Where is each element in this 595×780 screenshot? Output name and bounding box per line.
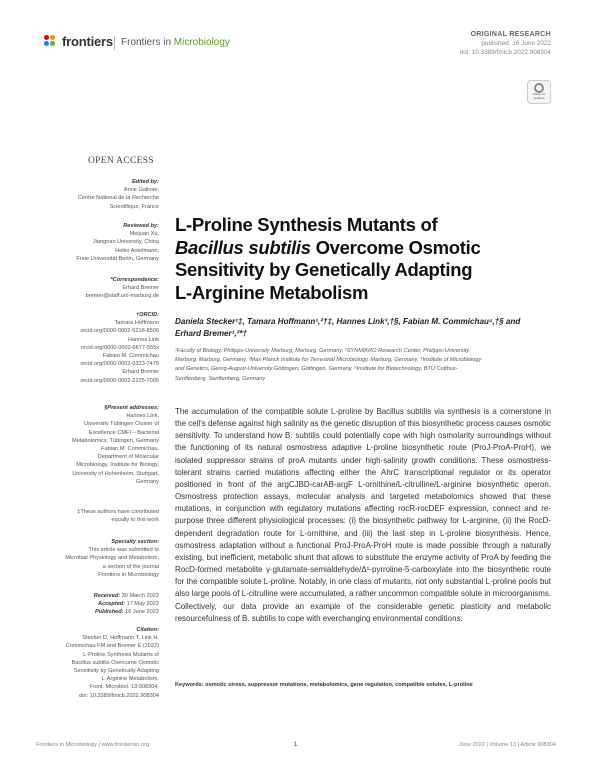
equal-contribution-note: ‡These authors have contributed equally to this work <box>77 509 159 524</box>
correspondence-email[interactable]: bremer@staff.uni-marburg.de <box>85 293 159 300</box>
header-divider <box>114 36 115 50</box>
specialty-section: Specialty section: This article was submitted to Microbial Physiology and Metabolism, a section of the journal Frontiers in Microbiology <box>65 539 159 578</box>
reviewed-by: Reviewed by: Meijuan Xu, Jiangnan University, China Heiko Antelmann, Freie Universität Berlin, Germany <box>76 223 159 262</box>
check-updates-label: Check for updates <box>532 92 546 100</box>
footer-volume: June 2022 | Volume 13 | Article 908304 <box>458 742 556 748</box>
correspondence: *Correspondence: Erhard Bremer bremer@staff.uni-marburg.de <box>36 276 159 301</box>
frontiers-logo[interactable] <box>44 34 113 49</box>
journal-title[interactable]: Frontiers in Microbiology <box>121 37 230 48</box>
affiliations: ¹Faculty of Biology, Philipps-University Marburg, Marburg, Germany, ²SYNMIKRO Research Center, Philipps-University Marburg, Marburg, Germany, ³Max Planck Institute for Terrestrial Microbiology, Marburg, Germany, ⁴Institute of Microbiology and Genetics, Georg-August-University Göttingen, Göttingen, Germany, ⁵Institute for Biotechnology, BTU Cottbus- Senftenberg, Senftenberg, Germany <box>175 348 482 382</box>
published-date: published: 16 June 2022 <box>481 40 551 47</box>
author-list: Daniela Stecker¹‡, Tamara Hoffmann¹,²†‡, Hannes Link³,†§, Fabian M. Commichau⁴,†§ and Erhard Bremer¹,²*† <box>175 317 521 338</box>
logo-text: frontiers <box>62 34 113 49</box>
present-addresses: §Present addresses: Hannes Link, University Tübingen Cluster of Excellence CMFI – Bacterial Metabolomics, Tübingen, Germany Fabian M. Commichau, Department of Molecular Microbiology, Institute for Biology, University of Hohenheim, Stuttgart, Germany <box>72 405 159 485</box>
dates: Received: 30 March 2022 Accepted: 17 May 2022 Published: 16 June 2022 <box>93 593 159 616</box>
open-access-label: OPEN ACCESS <box>88 156 154 166</box>
orcid-list: †ORCID: Tamara Hoffmann orcid.org/0000-0002-5218-8506 Hannes Link orcid.org/0000-0002-6677-555x Fabian M. Commichau orcid.org/0000-0002-0323-7479 Erhard Bremer orcid.org/0000-0002-2225-7005 <box>80 312 159 384</box>
article-title: L-Proline Synthesis Mutants of Bacillus subtilis Overcome Osmotic Sensitivity by Genetically Adapting L-Arginine Metabolism <box>175 214 481 303</box>
article-meta <box>460 30 551 57</box>
abstract: The accumulation of the compatible solute L-proline by Bacillus subtilis via synthesis is a cornerstone in the cell's defense against high salinity as the genetic disruption of this biosynthetic process causes osmotic sensitivity. To understand how B. subtilis could potentially cope with high osmolarity surroundings without the functioning of its natural osmostress adaptive L-proline biosynthetic route (ProJ-ProA-ProH), we isolated suppressor strains of proA mutants under high-salinity growth conditions. These osmostress-tolerant strains carried mutations affecting either the AhrC transcriptional regulator or its operator positioned in front of the argCJBD-carAB-argF L-ornithine/L-citrulline/L-arginine biosynthetic operon. Osmostress protection assays, molecular analysis and targeted metabolomics showed that these mutations, in conjunction with regulatory mutations affecting rocR-rocDEF expression, connect and re-purpose three different physiological processes: (i) the biosynthetic pathway for L-arginine, (ii) the RocD-dependent degradation route for L-ornithine, and (iii) the last step in L-proline biosynthesis. Hence, osmostress adaptation without a functional ProJ-ProA-ProH route is made possible through a naturally existing, but inefficient, metabolic shunt that allows to substitute the enzyme activity of ProA by feeding the RocD-formed metabolite γ-glutamate-semialdehyde/Δ¹-pyrroline-5-carboxylate into the biosynthetic route for the compatible solute L-proline. Notably, in one class of mutants, not only substantial L-proline pools but also large pools of L-citrulline were accumulated, a rather uncommon compatible solute in microorganisms. Collectively, our data provide an example of the considerable genetic plasticity and metabolic resourcefulness of B. subtilis to cope with everchanging environmental conditions. <box>175 407 551 623</box>
footer-journal[interactable]: Frontiers in Microbiology | www.frontiersin.org <box>36 742 150 748</box>
citation: Citation: Stecker D, Hoffmann T, Link H, Commichau FM and Bremer E (2022) L-Proline Synthesis Mutants of Bacillus subtilis Overcome Osmotic Sensitivity by Genetically Adapting L-Arginine Metabolism. Front. Microbiol. 13:908304. doi: 10.3389/fmicb.2022.908304 <box>65 627 159 699</box>
doi[interactable]: doi: 10.3389/fmicb.2022.908304 <box>459 49 551 56</box>
check-for-updates-button[interactable] <box>527 80 551 104</box>
frontiers-logo-icon <box>44 35 58 49</box>
page-number: 1 <box>294 742 298 748</box>
article-type: ORIGINAL RESEARCH <box>470 31 551 38</box>
keywords: Keywords: osmotic stress, suppressor mutations, metabolomics, gene regulation, compatible solutes, L-proline <box>175 682 473 688</box>
edited-by: Edited by: Anne Galinier, Centre National de la Recherche Scientifique, France <box>77 179 159 210</box>
